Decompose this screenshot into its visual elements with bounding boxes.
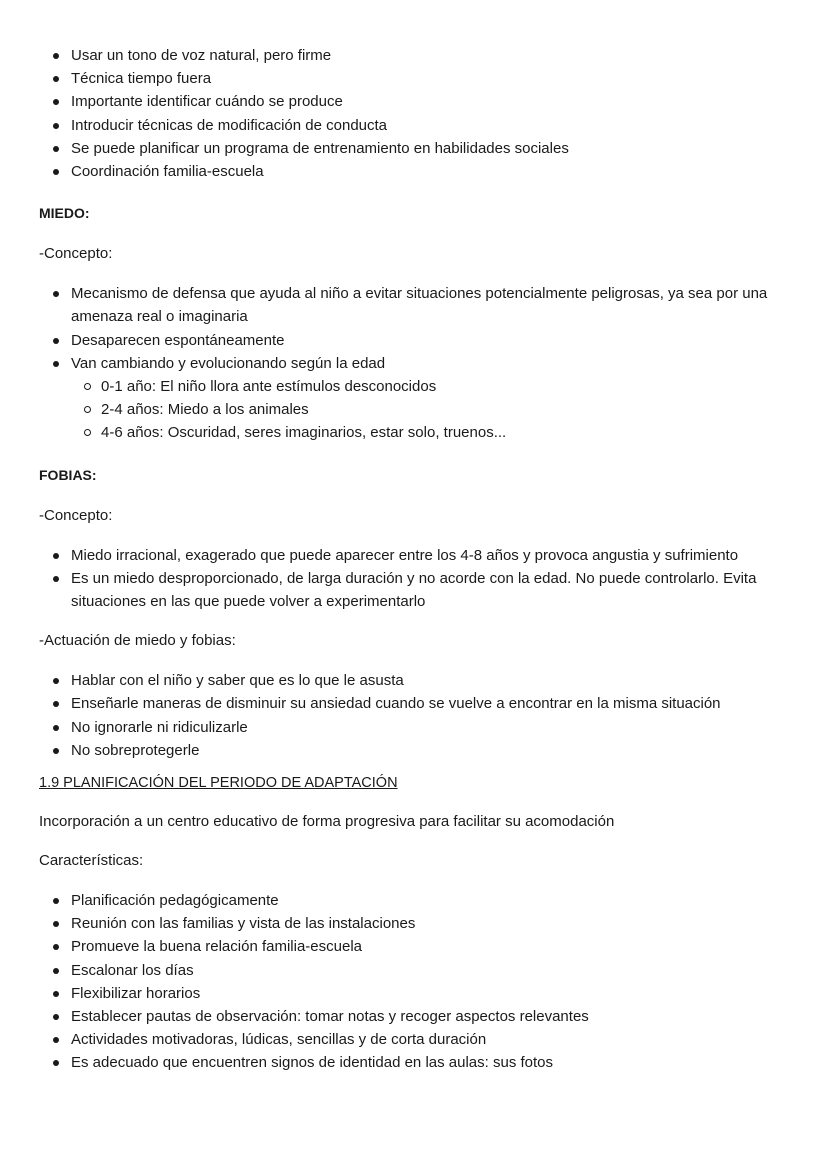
sub-list-item: 0-1 año: El niño llora ante estímulos desconocidos [101,375,778,398]
list-item: Actividades motivadoras, lúdicas, sencillas y de corta duración [71,1028,788,1051]
list-item: Es un miedo desproporcionado, de larga duración y no acorde con la edad. No puede controlarlo. Evita situaciones en las que puede volver a experimentarlo [71,567,788,613]
list-item: Reunión con las familias y vista de las instalaciones [71,912,788,935]
planificacion-description: Incorporación a un centro educativo de forma progresiva para facilitar su acomodación [39,813,615,831]
list-item: Miedo irracional, exagerado que puede aparecer entre los 4-8 años y provoca angustia y sufrimiento [71,544,788,567]
section-heading: 1.9 PLANIFICACIÓN DEL PERIODO DE ADAPTACIÓN [39,775,398,792]
list-item: Planificación pedagógicamente [71,889,788,912]
list-item: No sobreprotegerle [71,739,788,762]
miedo-bullet-list [39,282,788,444]
fobias-heading: FOBIAS: [39,466,97,483]
miedo-age-sublist [71,375,778,445]
list-item: Se puede planificar un programa de entrenamiento en habilidades sociales [71,137,788,160]
list-item: Coordinación familia-escuela [71,160,788,183]
actuacion-bullet-list [39,669,788,762]
list-item: Técnica tiempo fuera [71,67,788,90]
list-item: Hablar con el niño y saber que es lo que le asusta [71,669,788,692]
list-item-text: Van cambiando y evolucionando según la edad [71,354,386,372]
intro-bullet-list [39,44,788,183]
actuacion-label: -Actuación de miedo y fobias: [39,632,236,650]
list-item: Enseñarle maneras de disminuir su ansiedad cuando se vuelve a encontrar en la misma situación [71,692,788,715]
list-item: Promueve la buena relación familia-escuela [71,935,788,958]
miedo-concepto-label: -Concepto: [39,245,113,263]
fobias-bullet-list [39,544,788,614]
list-item: Flexibilizar horarios [71,982,788,1005]
fobias-concepto-label: -Concepto: [39,506,113,524]
list-item: Establecer pautas de observación: tomar notas y recoger aspectos relevantes [71,1005,788,1028]
sub-list-item: 2-4 años: Miedo a los animales [101,398,778,421]
caracteristicas-label: Características: [39,852,144,870]
list-item [71,352,788,445]
list-item: Escalonar los días [71,959,788,982]
list-item: Introducir técnicas de modificación de conducta [71,114,788,137]
list-item: Desaparecen espontáneamente [71,329,788,352]
list-item: No ignorarle ni ridiculizarle [71,716,788,739]
list-item: Usar un tono de voz natural, pero firme [71,44,788,67]
list-item: Mecanismo de defensa que ayuda al niño a evitar situaciones potencialmente peligrosas, ya sea por una amenaza real o imaginaria [71,282,788,328]
miedo-heading: MIEDO: [39,205,90,222]
list-item: Importante identificar cuándo se produce [71,90,788,113]
list-item: Es adecuado que encuentren signos de identidad en las aulas: sus fotos [71,1051,788,1074]
sub-list-item: 4-6 años: Oscuridad, seres imaginarios, estar solo, truenos... [101,421,778,444]
caracteristicas-bullet-list [39,889,788,1075]
